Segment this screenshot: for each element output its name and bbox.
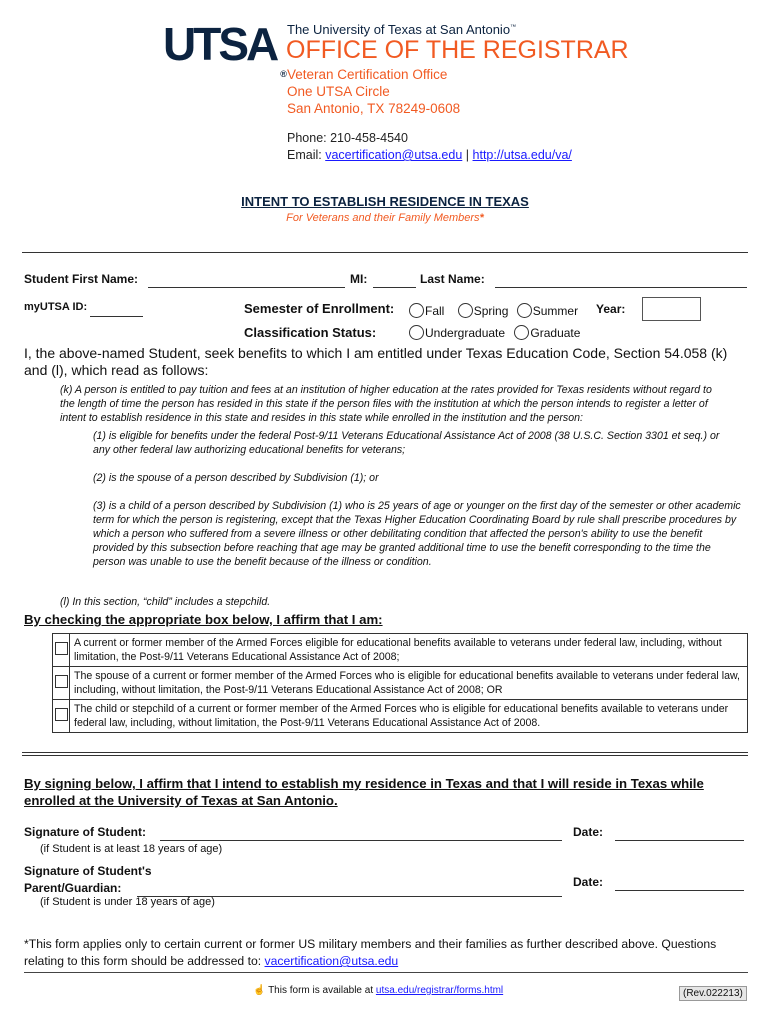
email-line: Email: vacertification@utsa.edu | http://utsa.edu/va/ (287, 148, 572, 162)
parent-date-label: Date: (573, 875, 604, 889)
footer-email-link[interactable]: vacertification@utsa.edu (264, 954, 399, 968)
mi-label: MI: (350, 272, 368, 286)
semester-options (409, 303, 578, 318)
parent-signature-label-1: Signature of Student's (24, 864, 152, 878)
last-name-label: Last Name: (420, 272, 485, 286)
checkbox-child[interactable] (55, 708, 68, 721)
statute-k: (k) A person is entitled to pay tuition and fees at an institution of higher education at the rates provided for Texas residents without regard to the length of time the person has resided in this state if the person files with the institution at which the person intends to register a letter of intent to establish residence in this state and resides in this state while enrolled in the institution and the person: (60, 384, 712, 424)
statute-intro: I, the above-named Student, seek benefits to which I am entitled under Texas Education Code, Section 54.058 (k) and (l), which read as follows: (24, 345, 728, 378)
affirm-option-spouse (53, 667, 748, 700)
first-name-label: Student First Name: (24, 272, 139, 286)
affirm-options-table (52, 633, 748, 733)
myutsa-field[interactable] (90, 304, 143, 317)
statute-k1: (1) is eligible for benefits under the federal Post-9/11 Veterans Educational Assistance Act of 2008 (38 U.S.C. Section 3301 et seq.) or any other federal law authorizing educational benefits for veterans; (93, 430, 720, 456)
va-url-link[interactable]: http://utsa.edu/va/ (472, 148, 572, 162)
year-label: Year: (596, 302, 626, 316)
parent-signature-label-2: Parent/Guardian: (24, 881, 122, 895)
address-line-1: Veteran Certification Office (287, 67, 448, 82)
parent-signature-note: (if Student is under 18 years of age) (40, 896, 215, 908)
radio-undergraduate[interactable]: Undergraduate (409, 326, 505, 340)
semester-label: Semester of Enrollment: (244, 301, 395, 316)
double-divider (22, 752, 748, 756)
address-line-3: San Antonio, TX 78249-0608 (287, 101, 461, 116)
divider (22, 252, 748, 253)
myutsa-label: myUTSA ID: (24, 301, 88, 313)
year-field[interactable] (642, 297, 701, 321)
affirm-option-text: The spouse of a current or former member of the Armed Forces who is eligible for educational benefits available to veterans under federal law, including, without limitation, the Post-9/11 Veterans Educational Assistance Act of 2008; OR (70, 667, 748, 700)
affirm-option-text: The child or stepchild of a current or former member of the Armed Forces who is eligible for educational benefits available to veterans under federal law, including, without limitation, the Post-9/11 Veterans Educational Assistance Act of 2008. (70, 700, 748, 733)
first-name-field[interactable] (148, 275, 345, 288)
signing-statement: By signing below, I affirm that I intend to establish my residence in Texas and that I will reside in Texas while enrolled at the University of Texas at San Antonio. (24, 776, 704, 808)
statute-k2: (2) is the spouse of a person described by Subdivision (1); or (93, 472, 379, 484)
form-title: INTENT TO ESTABLISH RESIDENCE IN TEXAS (241, 194, 529, 209)
revision-badge: (Rev.022213) (679, 986, 747, 1001)
radio-fall[interactable]: Fall (409, 304, 444, 318)
utsa-logo: UTSA® (163, 18, 287, 79)
classification-label: Classification Status: (244, 325, 377, 340)
office-title: OFFICE OF THE REGISTRAR (286, 36, 629, 64)
student-date-label: Date: (573, 825, 604, 839)
radio-graduate[interactable]: Graduate (514, 326, 580, 340)
affirm-option-text: A current or former member of the Armed Forces eligible for educational benefits available to veterans under federal law, including, without limitation, the Post-9/11 Veterans Educational Assistance Act of 2008; (70, 634, 748, 667)
university-name: The University of Texas at San Antonio™ (287, 22, 517, 37)
affirm-heading: By checking the appropriate box below, I affirm that I am: (24, 612, 383, 627)
pointing-hand-icon: ☝ (253, 985, 266, 996)
form-subtitle: For Veterans and their Family Members* (286, 212, 484, 224)
footer-divider (24, 972, 748, 973)
parent-date-field[interactable] (615, 878, 744, 891)
address-line-2: One UTSA Circle (287, 84, 390, 99)
statute-k3: (3) is a child of a person described by Subdivision (1) who is 25 years of age or younger on the first day of the semester or other academic term for which the person is registering, except that the Texas Higher Education Coordinating Board by rule shall prescribe procedures by which a person who suffered from a severe illness or other debilitating condition that affected the person's ability to use the benefit provided by this subsection before reaching that age may be granted additional time to use the benefit corresponding to the time the person was unable to use the benefit because of the illness or condition. (93, 500, 741, 568)
affirm-option-veteran (53, 634, 748, 667)
footer-note: *This form applies only to certain current or former US military members and their families as further described above. Questions relating to this form should be addressed to: vacertification@utsa.edu (24, 937, 717, 968)
student-signature-field[interactable] (160, 828, 562, 841)
student-signature-label: Signature of Student: (24, 825, 146, 839)
radio-spring[interactable]: Spring (458, 304, 509, 318)
forms-link[interactable]: utsa.edu/registrar/forms.html (375, 985, 504, 996)
statute-l: (l) In this section, “child” includes a stepchild. (60, 596, 271, 608)
checkbox-veteran[interactable] (55, 642, 68, 655)
phone: Phone: 210-458-4540 (287, 131, 408, 145)
radio-summer[interactable]: Summer (517, 304, 578, 318)
forms-available: ☝ This form is available at utsa.edu/registrar/forms.html (253, 985, 504, 996)
student-date-field[interactable] (615, 828, 744, 841)
checkbox-spouse[interactable] (55, 675, 68, 688)
affirm-option-child (53, 700, 748, 733)
last-name-field[interactable] (495, 275, 747, 288)
email-link[interactable]: vacertification@utsa.edu (325, 148, 463, 162)
classification-options (409, 325, 580, 340)
mi-field[interactable] (373, 275, 416, 288)
student-signature-note: (if Student is at least 18 years of age) (40, 843, 223, 855)
